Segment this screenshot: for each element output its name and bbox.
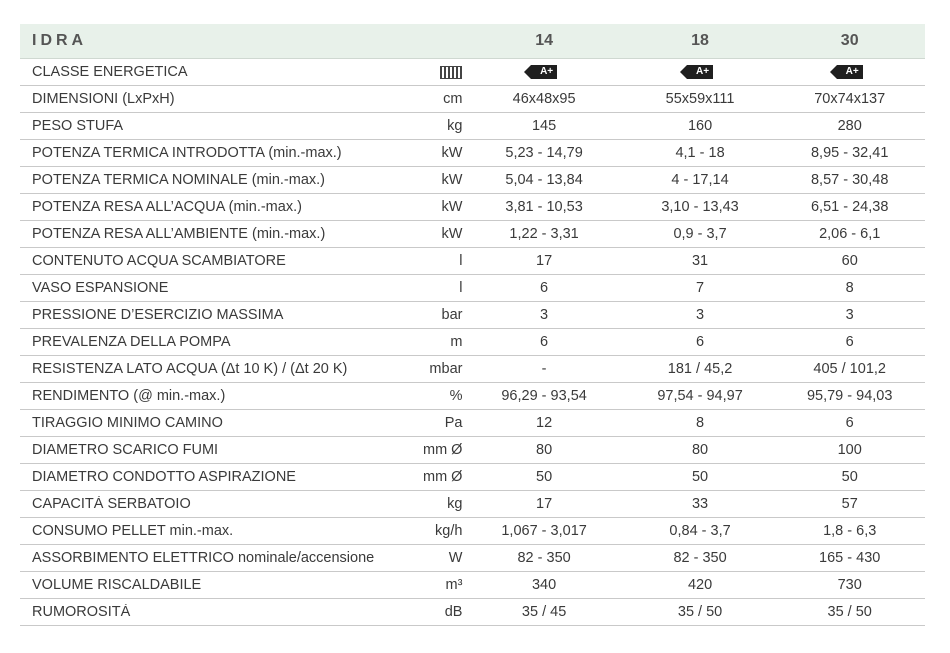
value-model-14: 5,04 - 13,84 xyxy=(505,172,583,188)
value-model-18: 7 xyxy=(696,280,705,296)
row-label: POTENZA TERMICA INTRODOTTA (min.-max.) xyxy=(32,145,342,161)
value-model-14: 12 xyxy=(536,415,553,431)
row-unit: l xyxy=(459,253,463,269)
table-row xyxy=(20,491,925,518)
spec-table xyxy=(20,24,925,626)
table-row xyxy=(20,545,925,572)
value-model-30: 6 xyxy=(845,334,854,350)
value-model-18: 31 xyxy=(691,253,709,269)
row-label: PRESSIONE D’ESERCIZIO MASSIMA xyxy=(32,307,284,323)
table-row xyxy=(20,437,925,464)
row-unit: kg xyxy=(447,118,463,134)
value-model-14: 80 xyxy=(536,442,553,458)
row-unit: mm Ø xyxy=(423,442,463,458)
value-model-18: 0,84 - 3,7 xyxy=(669,523,731,539)
table-row xyxy=(20,86,925,113)
table-row xyxy=(20,221,925,248)
value-model-18: 82 - 350 xyxy=(673,550,727,566)
table-row xyxy=(20,329,925,356)
value-model-30: 57 xyxy=(841,496,858,512)
value-model-30: 2,06 - 6,1 xyxy=(819,226,881,242)
value-model-18: 3,10 - 13,43 xyxy=(661,199,739,215)
value-model-14: 96,29 - 93,54 xyxy=(501,388,587,404)
table-header xyxy=(20,24,925,59)
value-model-18: 50 xyxy=(691,469,709,485)
table-row xyxy=(20,518,925,545)
table-row xyxy=(20,113,925,140)
value-model-14: 6 xyxy=(540,334,549,350)
row-label: CONSUMO PELLET min.-max. xyxy=(32,523,234,539)
value-model-30: 60 xyxy=(841,253,858,269)
row-unit: bar xyxy=(441,307,463,323)
row-unit: % xyxy=(449,388,463,404)
row-unit: dB xyxy=(444,604,463,620)
value-model-14: 6 xyxy=(540,280,549,296)
row-unit: kW xyxy=(441,145,463,161)
table-body xyxy=(20,86,925,626)
row-label: TIRAGGIO MINIMO CAMINO xyxy=(32,415,223,431)
value-model-14: 50 xyxy=(536,469,553,485)
row-label: VASO ESPANSIONE xyxy=(32,280,169,296)
table-row xyxy=(20,248,925,275)
row-unit: kW xyxy=(441,199,463,215)
value-model-30: 1,8 - 6,3 xyxy=(823,523,877,539)
value-model-30: 95,79 - 94,03 xyxy=(806,388,893,404)
value-model-30: 50 xyxy=(841,469,858,485)
energy-class-badge: A+ xyxy=(531,65,557,79)
energy-class-badge: A+ xyxy=(687,65,713,79)
row-label: DIAMETRO CONDOTTO ASPIRAZIONE xyxy=(32,469,296,485)
row-label: RENDIMENTO (@ min.-max.) xyxy=(32,388,226,404)
row-label: ASSORBIMENTO ELETTRICO nominale/accensione xyxy=(32,550,375,566)
value-model-18: 80 xyxy=(691,442,709,458)
row-unit: mbar xyxy=(429,361,463,377)
row-unit: mm Ø xyxy=(423,469,463,485)
value-model-30: 6 xyxy=(845,415,854,431)
value-model-30: 35 / 50 xyxy=(827,604,872,620)
value-model-30: 730 xyxy=(837,577,862,593)
value-model-14: 17 xyxy=(536,253,553,269)
row-unit: kW xyxy=(441,172,463,188)
table-row xyxy=(20,140,925,167)
table-row xyxy=(20,275,925,302)
product-title: IDRA xyxy=(32,32,88,49)
value-model-18: 3 xyxy=(696,307,705,323)
row-unit: l xyxy=(459,280,463,296)
value-model-30: 405 / 101,2 xyxy=(813,361,886,377)
row-unit: Pa xyxy=(444,415,463,431)
value-model-14: 1,067 - 3,017 xyxy=(501,523,587,539)
row-label: PREVALENZA DELLA POMPA xyxy=(32,334,231,350)
value-model-14: 340 xyxy=(531,577,557,593)
value-model-14: 5,23 - 14,79 xyxy=(505,145,583,161)
row-unit: W xyxy=(448,550,463,566)
table-row xyxy=(20,167,925,194)
row-unit: cm xyxy=(443,91,463,107)
row-label: CONTENUTO ACQUA SCAMBIATORE xyxy=(32,253,286,269)
model-header-30: 30 xyxy=(840,32,859,49)
value-model-18: 4,1 - 18 xyxy=(675,145,725,161)
row-label: POTENZA TERMICA NOMINALE (min.-max.) xyxy=(32,172,325,188)
value-model-18: 35 / 50 xyxy=(677,604,723,620)
value-model-14: 1,22 - 3,31 xyxy=(509,226,579,242)
row-label: CLASSE ENERGETICA xyxy=(32,64,188,80)
table-row xyxy=(20,572,925,599)
value-model-14: 17 xyxy=(536,496,553,512)
value-model-18: 8 xyxy=(696,415,705,431)
table-row xyxy=(20,356,925,383)
value-model-18: 97,54 - 94,97 xyxy=(657,388,743,404)
value-model-14: 46x48x95 xyxy=(512,91,576,107)
value-model-14: 145 xyxy=(531,118,557,134)
value-model-14: 82 - 350 xyxy=(517,550,571,566)
value-model-30: 70x74x137 xyxy=(814,91,886,107)
value-model-18: 6 xyxy=(696,334,705,350)
row-unit: m xyxy=(450,334,463,350)
value-model-14: 3 xyxy=(540,307,549,323)
value-model-18: 0,9 - 3,7 xyxy=(673,226,727,242)
row-unit: kg xyxy=(447,496,463,512)
row-label: RUMOROSITÀ xyxy=(32,604,131,620)
value-model-30: 165 - 430 xyxy=(819,550,881,566)
value-model-18: 181 / 45,2 xyxy=(667,361,733,377)
row-label: POTENZA RESA ALL’ACQUA (min.-max.) xyxy=(32,199,302,215)
value-model-18: 4 - 17,14 xyxy=(671,172,729,188)
model-header-14: 14 xyxy=(535,32,553,49)
value-model-14: - xyxy=(541,361,547,377)
row-label: POTENZA RESA ALL’AMBIENTE (min.-max.) xyxy=(32,226,326,242)
value-model-18: 160 xyxy=(687,118,713,134)
table-row xyxy=(20,464,925,491)
value-model-30: 100 xyxy=(837,442,862,458)
value-model-30: 8,57 - 30,48 xyxy=(810,172,889,188)
value-model-18: 33 xyxy=(691,496,709,512)
table-row xyxy=(20,302,925,329)
table-row xyxy=(20,599,925,626)
value-model-14: 3,81 - 10,53 xyxy=(505,199,583,215)
energy-label-icon xyxy=(440,66,462,79)
value-model-14: 35 / 45 xyxy=(521,604,567,620)
value-model-30: 280 xyxy=(837,118,862,134)
row-label: DIAMETRO SCARICO FUMI xyxy=(32,442,219,458)
value-model-18: 55x59x111 xyxy=(665,91,735,107)
row-label: PESO STUFA xyxy=(32,118,124,134)
row-label: CAPACITÀ SERBATOIO xyxy=(32,496,191,512)
model-header-18: 18 xyxy=(691,32,709,49)
row-label: VOLUME RISCALDABILE xyxy=(32,577,202,593)
row-label: RESISTENZA LATO ACQUA (Δt 10 K) / (Δt 20 K) xyxy=(32,361,348,377)
row-unit: kg/h xyxy=(435,523,463,539)
value-model-18: 420 xyxy=(687,577,713,593)
table-row xyxy=(20,410,925,437)
table-row xyxy=(20,194,925,221)
table-row-energy-class xyxy=(20,59,925,86)
value-model-30: 3 xyxy=(845,307,854,323)
energy-class-badge: A+ xyxy=(837,65,863,79)
value-model-30: 8,95 - 32,41 xyxy=(810,145,889,161)
table-row xyxy=(20,383,925,410)
row-label: DIMENSIONI (LxPxH) xyxy=(32,91,175,107)
row-unit: kW xyxy=(441,226,463,242)
value-model-30: 8 xyxy=(845,280,854,296)
value-model-30: 6,51 - 24,38 xyxy=(810,199,889,215)
row-unit: m³ xyxy=(445,577,463,593)
